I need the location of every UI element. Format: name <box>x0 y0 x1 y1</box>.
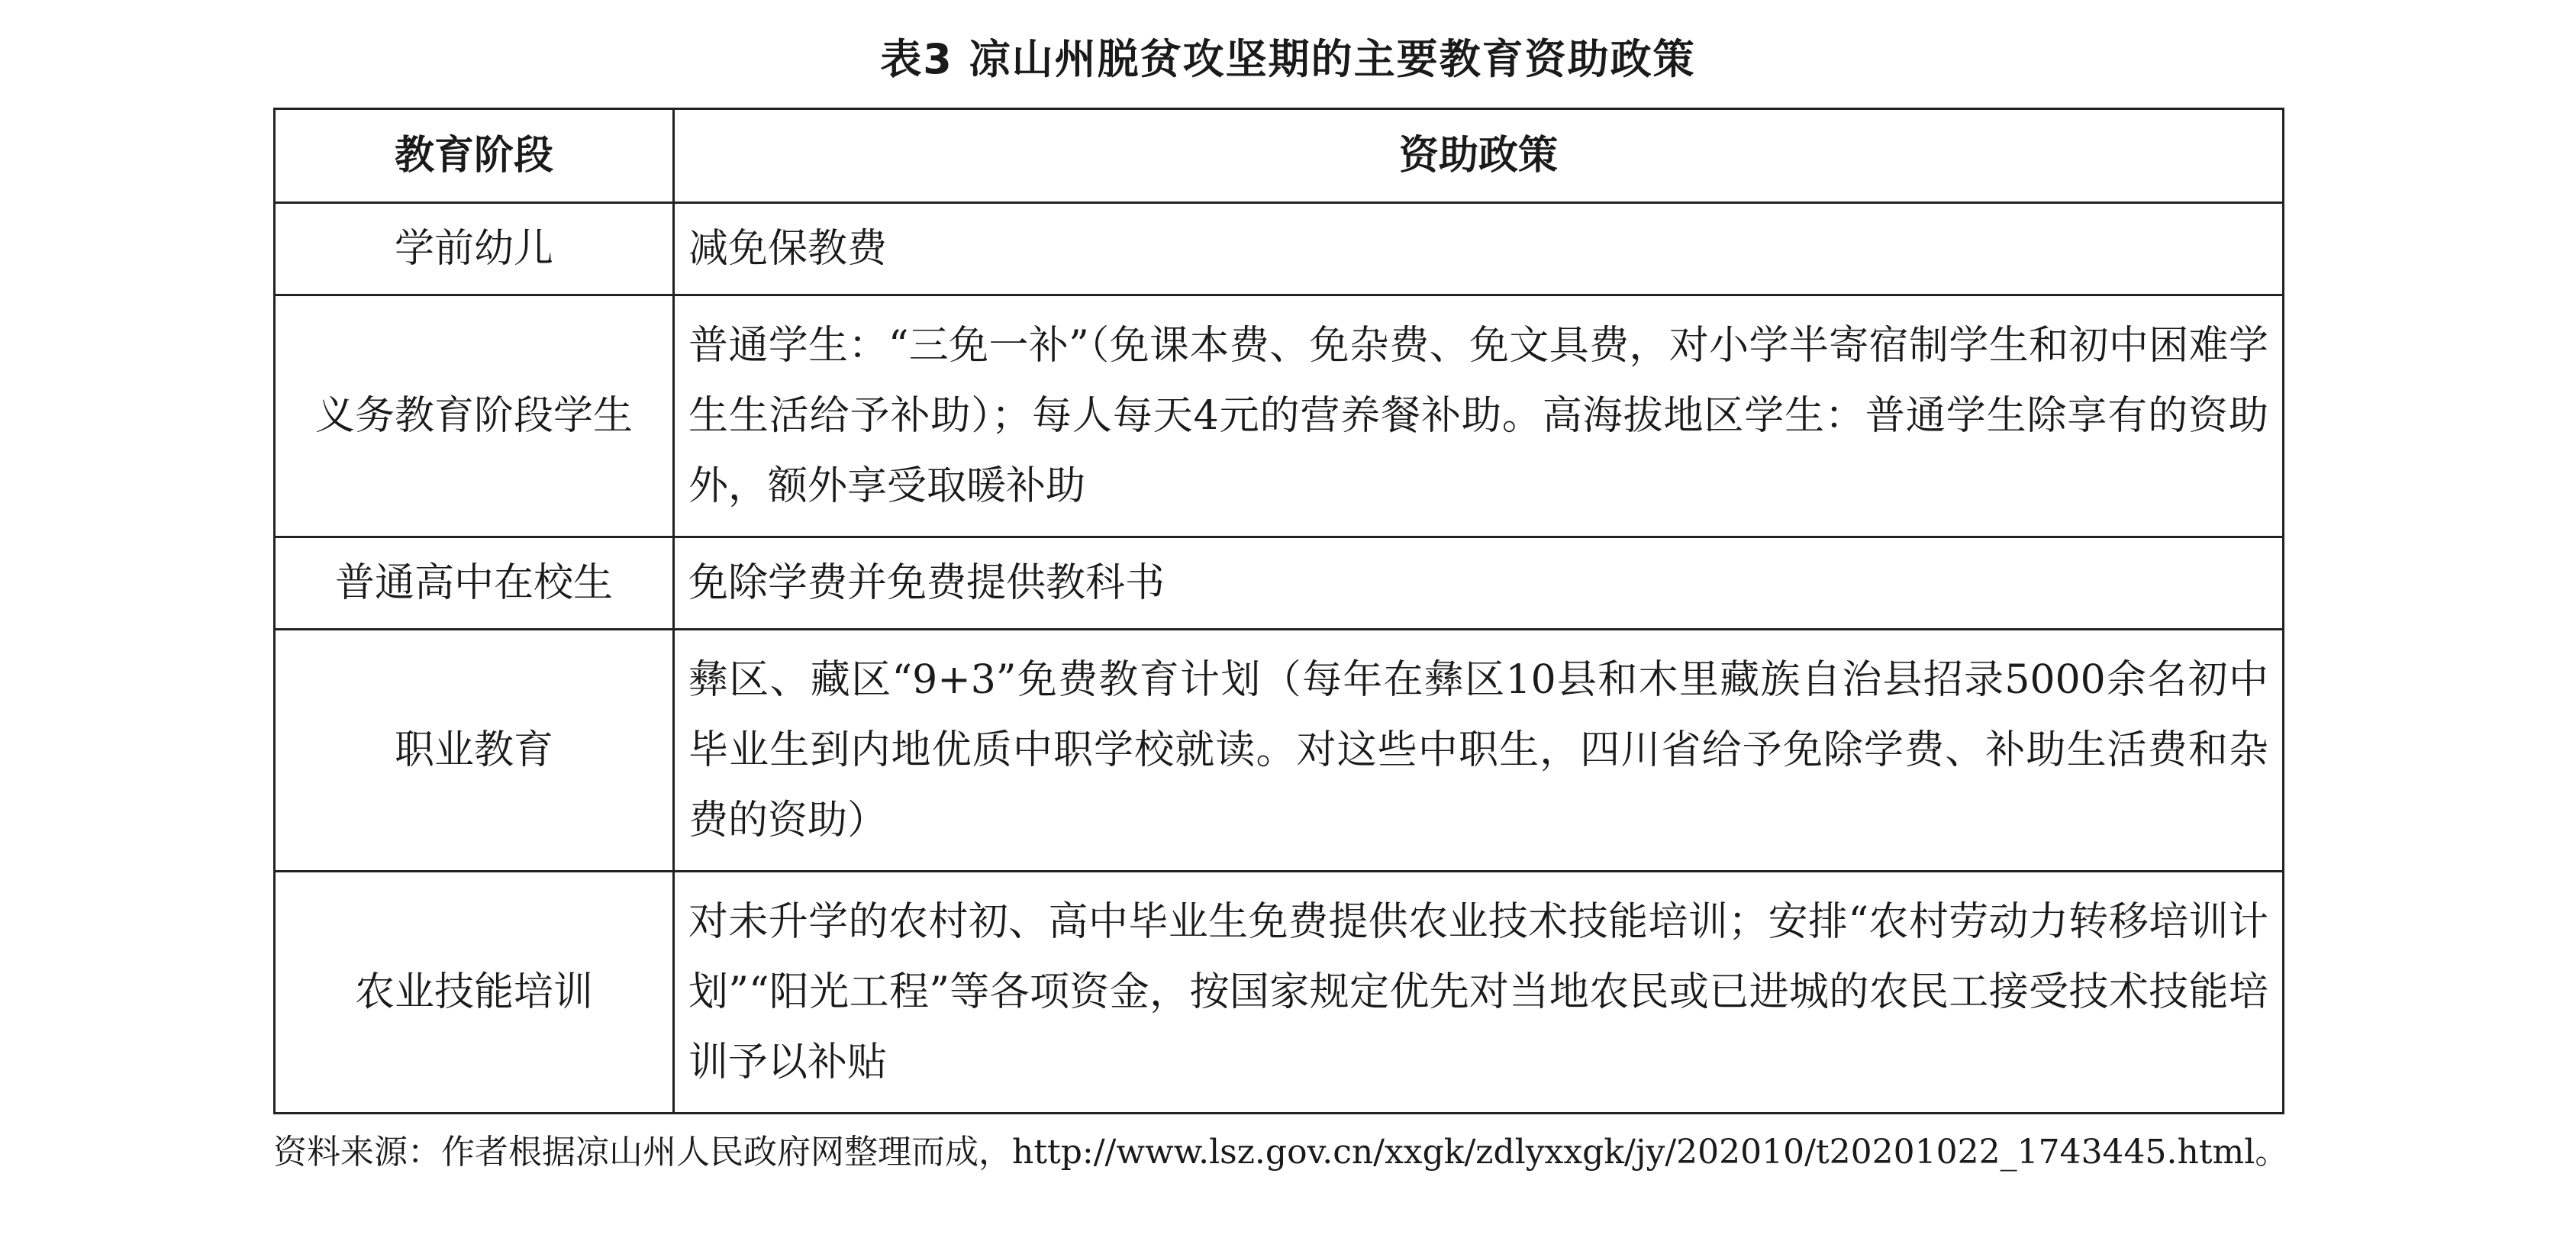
stage-cell-agricultural: 农业技能培训 <box>275 872 674 1114</box>
table-row <box>275 203 2284 295</box>
source-note: 资料来源：作者根据凉山州人民政府网整理而成，http://www.lsz.gov.cn/xxgk/zdlyxxgk/jy/202010/t20201022_1743445.html。 <box>273 1133 2289 1172</box>
stage-cell-compulsory: 义务教育阶段学生 <box>275 295 674 537</box>
education-aid-policy-table <box>273 108 2284 1114</box>
stage-cell-vocational: 职业教育 <box>275 630 674 872</box>
column-header-stage: 教育阶段 <box>275 109 674 203</box>
policy-cell-agricultural: 对未升学的农村初、高中毕业生免费提供农业技术技能培训；安排“农村劳动力转移培训计划”“阳光工程”等各项资金，按国家规定优先对当地农民或已进城的农民工接受技术技能培训予以补贴 <box>674 872 2284 1114</box>
stage-cell-preschool: 学前幼儿 <box>275 203 674 295</box>
table-row <box>275 630 2284 872</box>
table-row <box>275 872 2284 1114</box>
policy-cell-preschool: 减免保教费 <box>674 203 2284 295</box>
table-header-row <box>275 109 2284 203</box>
policy-cell-compulsory: 普通学生：“三免一补”（免课本费、免杂费、免文具费，对小学半寄宿制学生和初中困难学生生活给予补助）；每人每天4元的营养餐补助。高海拔地区学生：普通学生除享有的资助外，额外享受取暖补助 <box>674 295 2284 537</box>
table-row <box>275 295 2284 537</box>
stage-cell-high-school: 普通高中在校生 <box>275 537 674 630</box>
policy-cell-vocational: 彝区、藏区“9+3”免费教育计划（每年在彝区10县和木里藏族自治县招录5000余名初中毕业生到内地优质中职学校就读。对这些中职生，四川省给予免除学费、补助生活费和杂费的资助） <box>674 630 2284 872</box>
policy-cell-high-school: 免除学费并免费提供教科书 <box>674 537 2284 630</box>
table-caption: 表3 凉山州脱贫攻坚期的主要教育资助政策 <box>880 35 1696 83</box>
table-row <box>275 537 2284 630</box>
column-header-policy: 资助政策 <box>674 109 2284 203</box>
